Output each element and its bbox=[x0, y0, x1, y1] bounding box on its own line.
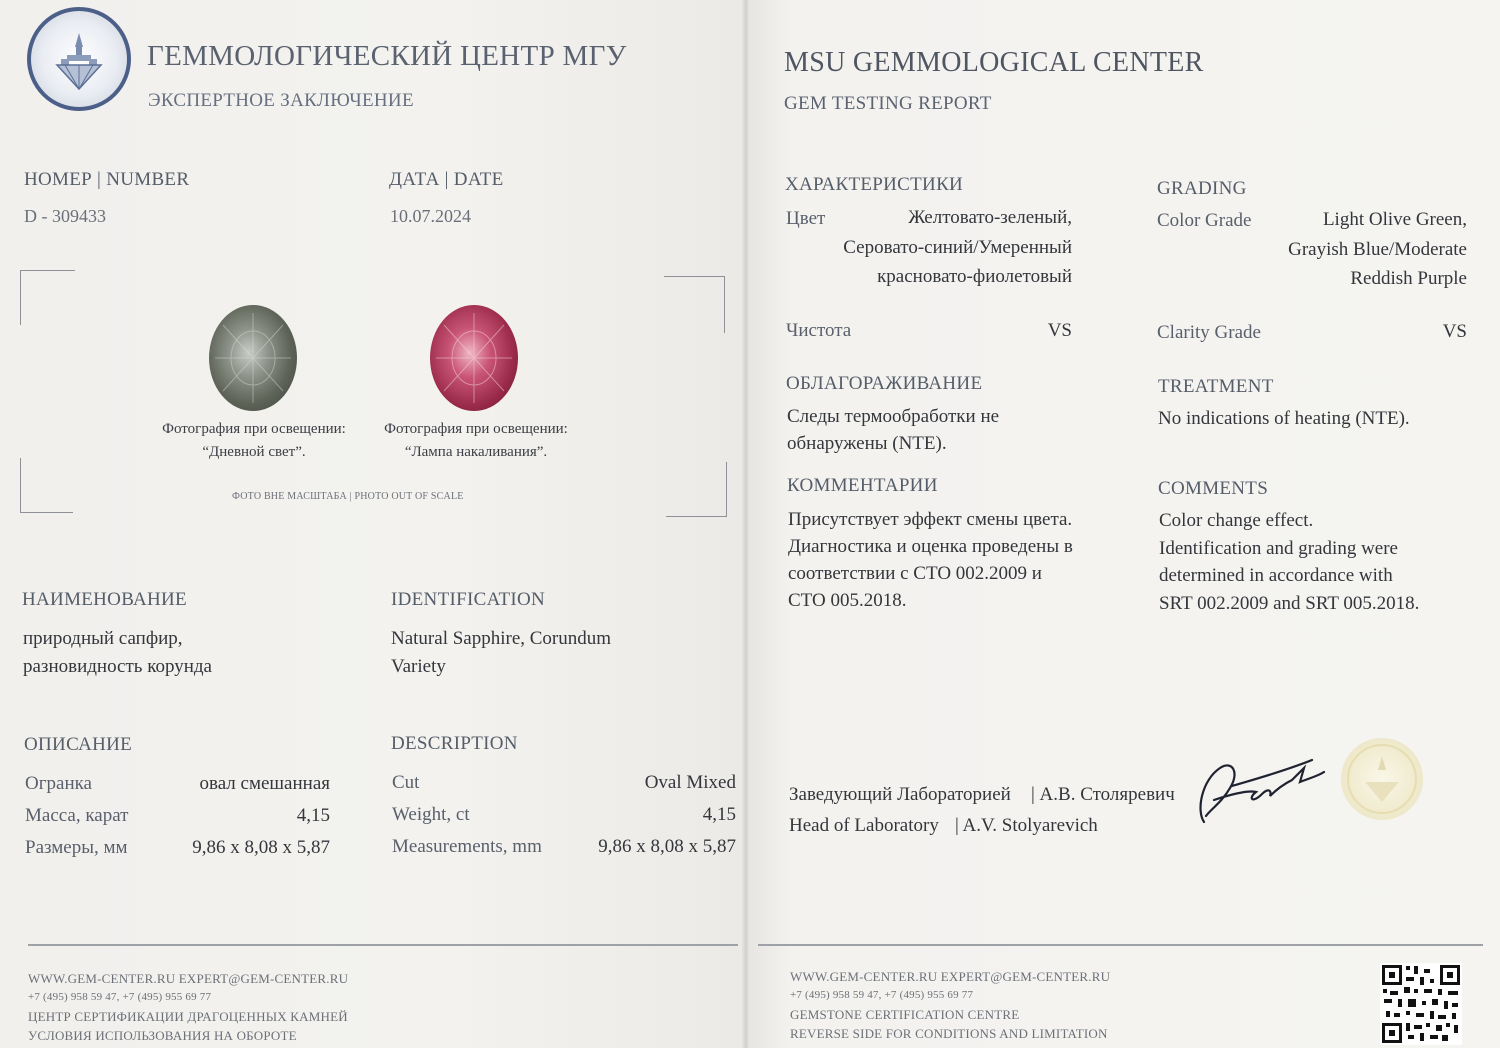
comments-ru-line4: СТО 005.2018. bbox=[788, 590, 907, 611]
footer-right-center: GEMSTONE CERTIFICATION CENTRE bbox=[790, 1007, 1020, 1022]
cut-label-ru: Огранка bbox=[25, 773, 92, 794]
comments-ru-line3: соответствии с СТО 002.2009 и bbox=[788, 563, 1042, 584]
clarity-label-ru: Чистота bbox=[786, 320, 852, 341]
cut-value-ru: овал смешанная bbox=[199, 773, 330, 794]
signer-role-en: Head of Laboratory bbox=[789, 815, 939, 836]
measurements-label-en: Measurements, mm bbox=[392, 836, 542, 857]
identification-label-en: IDENTIFICATION bbox=[391, 589, 546, 610]
photo-frame-corner bbox=[664, 276, 725, 333]
report-date: 10.07.2024 bbox=[390, 206, 471, 226]
date-label: ДАТА | DATE bbox=[389, 169, 504, 190]
clarity-label-en: Clarity Grade bbox=[1157, 322, 1261, 343]
comments-en-line2: Identification and grading were bbox=[1159, 538, 1398, 559]
grading-label-ru: ХАРАКТЕРИСТИКИ bbox=[785, 174, 964, 195]
color-label-en: Color Grade bbox=[1157, 210, 1252, 231]
gem-photo-incandescent bbox=[430, 305, 518, 411]
clarity-value-ru: VS bbox=[1047, 320, 1072, 341]
cut-label-en: Cut bbox=[392, 772, 420, 793]
center-title-en: MSU GEMMOLOGICAL CENTER bbox=[784, 47, 1204, 78]
comments-label-ru: КОММЕНТАРИИ bbox=[787, 475, 938, 496]
center-title-ru: ГЕММОЛОГИЧЕСКИЙ ЦЕНТР МГУ bbox=[147, 40, 627, 72]
identification-ru-line2: разновидность корунда bbox=[23, 656, 212, 677]
photo-frame-corner bbox=[20, 270, 75, 325]
report-subtitle-en: GEM TESTING REPORT bbox=[784, 93, 992, 114]
treatment-label-ru: ОБЛАГОРАЖИВАНИЕ bbox=[786, 373, 983, 394]
cut-value-en: Oval Mixed bbox=[644, 772, 736, 793]
footer-left-web: WWW.GEM-CENTER.RU EXPERT@GEM-CENTER.RU bbox=[28, 971, 349, 986]
weight-label-ru: Масса, карат bbox=[25, 805, 129, 826]
comments-en-line4: SRT 002.2009 and SRT 005.2018. bbox=[1159, 593, 1420, 614]
caption-daylight-line1: Фотография при освещении: bbox=[162, 421, 346, 437]
number-label: НОМЕР | NUMBER bbox=[24, 169, 190, 190]
caption-incandescent bbox=[362, 418, 590, 464]
identification-label-ru: НАИМЕНОВАНИЕ bbox=[22, 589, 187, 610]
comments-ru-line1: Присутствует эффект смены цвета. bbox=[788, 509, 1073, 530]
clarity-value-en: VS bbox=[1442, 321, 1467, 342]
footer-right-phone: +7 (495) 958 59 47, +7 (495) 955 69 77 bbox=[790, 989, 974, 1001]
report-number: D - 309433 bbox=[24, 206, 106, 226]
footer-divider-right bbox=[758, 944, 1483, 946]
description-label-ru: ОПИСАНИЕ bbox=[24, 734, 133, 755]
footer-left-center: ЦЕНТР СЕРТИФИКАЦИИ ДРАГОЦЕННЫХ КАМНЕЙ bbox=[28, 1009, 348, 1024]
identification-en-line1: Natural Sapphire, Corundum bbox=[391, 628, 612, 649]
photo-scale-note: ФОТО ВНЕ МАСШТАБА | PHOTO OUT OF SCALE bbox=[232, 491, 464, 502]
footer-left-conditions: УСЛОВИЯ ИСПОЛЬЗОВАНИЯ НА ОБОРОТЕ bbox=[28, 1028, 297, 1043]
color-value-en-line2: Grayish Blue/Moderate bbox=[1288, 239, 1467, 260]
weight-value-ru: 4,15 bbox=[296, 805, 330, 826]
measurements-value-ru: 9,86 x 8,08 x 5,87 bbox=[192, 837, 330, 858]
color-value-ru-line3: красновато-фиолетовый bbox=[877, 266, 1072, 287]
signer-role-ru: Заведующий Лабораторией bbox=[789, 784, 1011, 805]
page-fold bbox=[742, 0, 750, 1048]
measurements-label-ru: Размеры, мм bbox=[25, 837, 128, 858]
signature-icon bbox=[1192, 750, 1337, 835]
treatment-ru-line1: Следы термообработки не bbox=[787, 406, 1000, 427]
photo-frame-corner bbox=[20, 458, 73, 513]
color-value-ru-line1: Желтовато-зеленый, bbox=[908, 207, 1072, 228]
footer-right-conditions: REVERSE SIDE FOR CONDITIONS AND LIMITATION bbox=[790, 1026, 1108, 1041]
caption-daylight-line2: “Дневной свет”. bbox=[202, 444, 306, 460]
caption-daylight bbox=[140, 418, 368, 464]
color-label-ru: Цвет bbox=[786, 208, 826, 229]
signer-name-ru: | А.В. Столяревич bbox=[1031, 784, 1175, 805]
msu-logo-icon bbox=[27, 7, 131, 111]
weight-label-en: Weight, ct bbox=[392, 804, 470, 825]
caption-incandescent-line2: “Лампа накаливания”. bbox=[404, 444, 548, 460]
footer-right bbox=[790, 967, 1110, 1043]
footer-left-phone: +7 (495) 958 59 47, +7 (495) 955 69 77 bbox=[28, 991, 212, 1003]
qr-code-icon bbox=[1380, 963, 1462, 1045]
comments-label-en: COMMENTS bbox=[1158, 478, 1269, 499]
comments-en-line1: Color change effect. bbox=[1159, 510, 1314, 531]
description-label-en: DESCRIPTION bbox=[391, 733, 518, 754]
photo-frame-corner bbox=[666, 462, 727, 517]
comments-en-line3: determined in accordance with bbox=[1159, 565, 1393, 586]
treatment-ru-line2: обнаружены (NTE). bbox=[787, 433, 947, 454]
measurements-value-en: 9,86 x 8,08 x 5,87 bbox=[598, 836, 736, 857]
footer-left bbox=[28, 969, 348, 1045]
page-left bbox=[0, 0, 745, 1048]
gem-photo-daylight bbox=[209, 305, 297, 411]
comments-ru-line2: Диагностика и оценка проведены в bbox=[788, 536, 1073, 557]
report-subtitle-ru: ЭКСПЕРТНОЕ ЗАКЛЮЧЕНИЕ bbox=[148, 90, 414, 111]
color-value-en-line1: Light Olive Green, bbox=[1322, 209, 1467, 230]
color-value-ru-line2: Серовато-синий/Умеренный bbox=[843, 237, 1072, 258]
footer-right-web: WWW.GEM-CENTER.RU EXPERT@GEM-CENTER.RU bbox=[790, 969, 1111, 984]
identification-ru-line1: природный сапфир, bbox=[23, 628, 183, 649]
weight-value-en: 4,15 bbox=[702, 804, 736, 825]
caption-incandescent-line1: Фотография при освещении: bbox=[384, 421, 568, 437]
treatment-label-en: TREATMENT bbox=[1158, 376, 1274, 397]
signer-name-en: | A.V. Stolyarevich bbox=[955, 815, 1098, 836]
seal-icon bbox=[1341, 738, 1423, 820]
color-value-en-line3: Reddish Purple bbox=[1350, 268, 1467, 289]
footer-divider-left bbox=[28, 944, 738, 946]
grading-label-en: GRADING bbox=[1157, 178, 1247, 199]
treatment-en-line1: No indications of heating (NTE). bbox=[1158, 408, 1410, 429]
identification-en-line2: Variety bbox=[391, 656, 446, 677]
